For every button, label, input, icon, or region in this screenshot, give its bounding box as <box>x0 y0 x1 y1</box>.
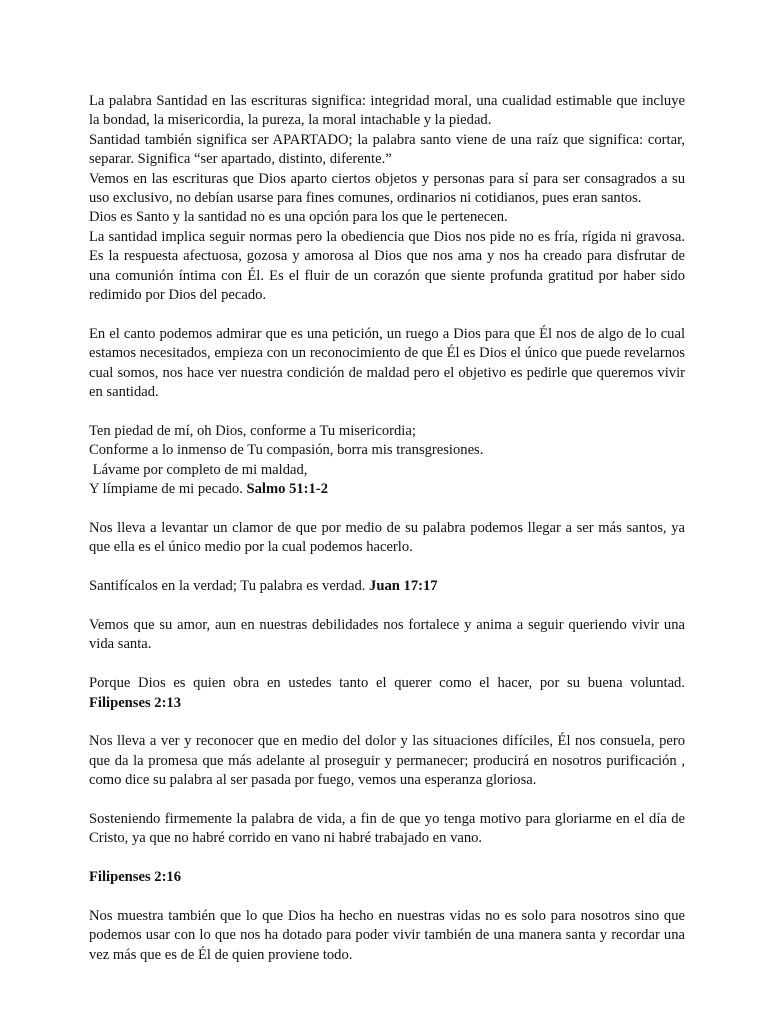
juan-reference: Juan 17:17 <box>369 578 438 595</box>
amor-paragraph: Vemos que su amor, aun en nuestras debilidades nos fortalece y anima a seguir queriendo vivir una vida santa. <box>89 616 685 653</box>
salmo-line-4 <box>89 480 685 499</box>
filipenses-216-reference: Filipenses 2:16 <box>89 869 182 886</box>
intro-paragraph-consagrados: Vemos en las escrituras que Dios aparto ciertos objetos y personas para sí para ser consagrados a su uso exclusivo, no debían usarse para fines comunes, ordinarios ni cotidianos, pues eran santos. <box>89 170 685 207</box>
salmo-line-1: Ten piedad de mí, oh Dios, conforme a Tu misericordia; <box>89 422 416 439</box>
salmo-quote <box>89 422 685 500</box>
paragraph-gap <box>89 888 685 907</box>
juan-quote-text: Santifícalos en la verdad; Tu palabra es verdad. <box>89 578 370 595</box>
dolor-paragraph: Nos lleva a ver y reconocer que en medio del dolor y las situaciones difíciles, Él nos consuela, pero que da la promesa que más adelante al proseguir y permanecer; producirá en nosotros purificación , como dice su palabra al ser pasada por fuego, vemos una esperanza gloriosa. <box>89 733 685 789</box>
intro-paragraph-obediencia: La santidad implica seguir normas pero la obediencia que Dios nos pide no es fría, rígida ni gravosa. Es la respuesta afectuosa, gozosa y amorosa al Dios que nos ama y nos ha creado para disfrutar de una comunión íntima con Él. Es el fluir de un corazón que siente profunda gratitud por haber sido redimido por Dios del pecado. <box>89 228 685 304</box>
sosteniendo-quote: Sosteniendo firmemente la palabra de vida, a fin de que yo tenga motivo para gloriarme en el día de Cristo, ya que no habré corrido en vano ni habré trabajado en vano. <box>89 810 685 847</box>
salmo-line-4-text: Y límpiame de mi pecado. <box>89 481 247 498</box>
canto-paragraph: En el canto podemos admirar que es una petición, un ruego a Dios para que Él nos de algo de lo cual estamos necesitados, empieza con un reconocimiento de que Él es Dios el único que puede revelarnos cual somos, nos hace ver nuestra condición de maldad pero el objetivo es pedirle que queremos vivir en santidad. <box>89 325 685 401</box>
salmo-line-3: Lávame por completo de mi maldad, <box>89 461 308 478</box>
paragraph-gap <box>89 305 685 324</box>
filipenses-213-quote <box>89 674 685 713</box>
filipenses-213-reference: Filipenses 2:13 <box>89 694 182 711</box>
intro-paragraph-definition: La palabra Santidad en las escrituras significa: integridad moral, una cualidad estimable que incluye la bondad, la misericordia, la pureza, la moral intachable y la piedad. <box>89 93 685 129</box>
paragraph-gap <box>89 558 685 577</box>
paragraph-gap <box>89 849 685 868</box>
paragraph-gap <box>89 791 685 810</box>
salmo-line-2: Conforme a lo inmenso de Tu compasión, borra mis transgresiones. <box>89 442 484 459</box>
paragraph-gap <box>89 402 685 421</box>
paragraph-gap <box>89 713 685 732</box>
filipenses-213-text: Porque Dios es quien obra en ustedes tanto el querer como el hacer, por su buena voluntad. <box>89 675 685 692</box>
intro-paragraph-apartado: Santidad también significa ser APARTADO; la palabra santo viene de una raíz que significa: cortar, separar. Significa “ser apartado, distinto, diferente.” <box>89 131 685 168</box>
cierre-paragraph: Nos muestra también que lo que Dios ha hecho en nuestras vidas no es solo para nosotros sino que podemos usar con lo que nos ha dotado para poder vivir también de una manera santa y recordar una vez más que es de Él de quien proviene todo. <box>89 907 685 963</box>
levantar-paragraph: Nos lleva a levantar un clamor de que por medio de su palabra podemos llegar a ser más santos, ya que ella es el único medio por la cual podemos hacerlo. <box>89 519 685 556</box>
intro-paragraph-dios-santo: Dios es Santo y la santidad no es una opción para los que le pertenecen. <box>89 209 508 226</box>
paragraph-gap <box>89 655 685 674</box>
document-page <box>89 92 685 965</box>
paragraph-gap <box>89 500 685 519</box>
paragraph-gap <box>89 597 685 616</box>
salmo-reference: Salmo 51:1-2 <box>246 481 328 498</box>
juan-quote <box>89 577 685 596</box>
